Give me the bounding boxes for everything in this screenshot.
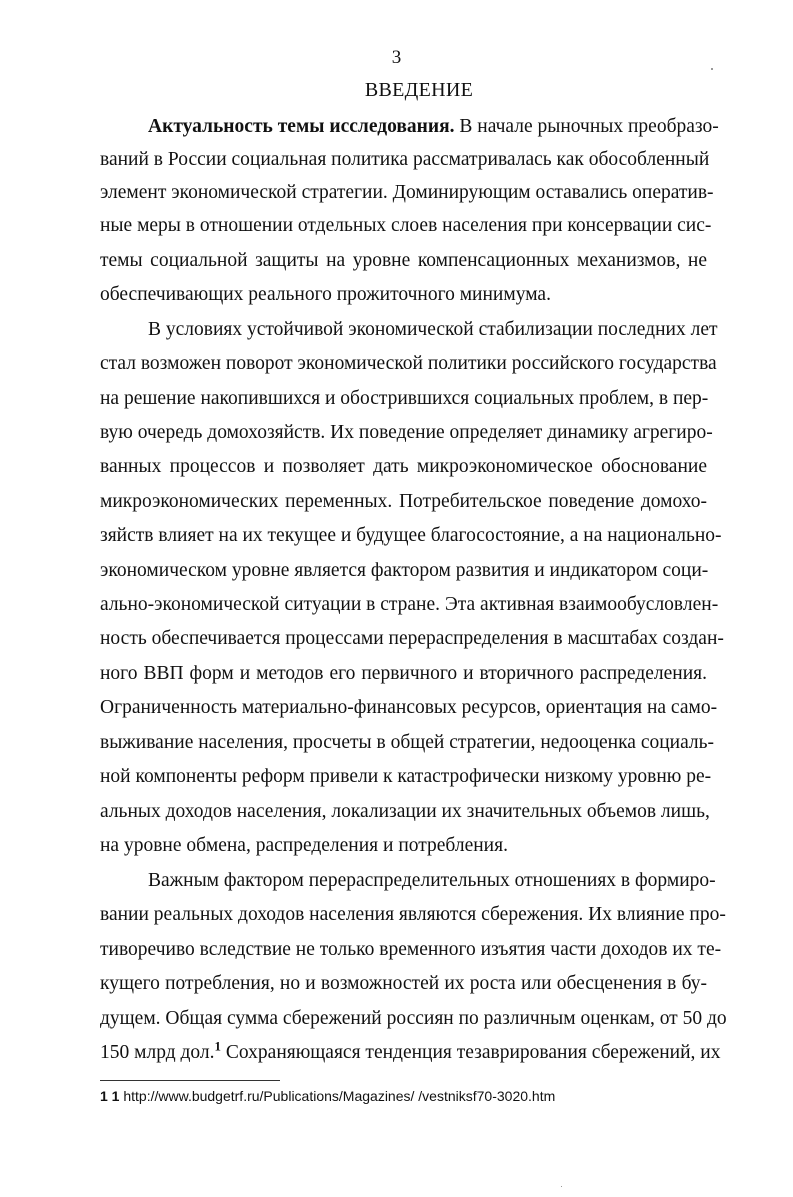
footnote-mark: 1 1 bbox=[100, 1088, 120, 1104]
text-line: обеспечивающих реального прожиточного минимума. bbox=[100, 284, 551, 305]
text-line: ной компоненты реформ привели к катастрофически низкому уровню ре- bbox=[100, 766, 712, 787]
text-line: Важным фактором перераспределительных отношениях в формиро- bbox=[148, 870, 716, 891]
footnote-divider bbox=[100, 1080, 280, 1081]
text-line: вую очередь домохозяйств. Их поведение определяет динамику агрегиро- bbox=[100, 422, 713, 443]
text-line: дущем. Общая сумма сбережений россиян по различным оценкам, от 50 до bbox=[100, 1008, 727, 1029]
text-span: 150 млрд дол. bbox=[100, 1042, 215, 1063]
text-line: ного ВВП форм и методов его первичного и вторичного распределения. bbox=[100, 663, 707, 684]
text-line: ванных процессов и позволяет дать микроэкономическое обоснование bbox=[100, 456, 707, 477]
text-line: микроэкономических переменных. Потребительское поведение домохо- bbox=[100, 491, 707, 512]
text-line: экономическом уровне является фактором развития и индикатором соци- bbox=[100, 560, 709, 581]
text-line: ные меры в отношении отдельных слоев населения при консервации сис- bbox=[100, 215, 712, 236]
text-line: тиворечиво вследствие не только временного изъятия части доходов их те- bbox=[100, 939, 722, 960]
text-line: вании реальных доходов населения являются сбережения. Их влияние про- bbox=[100, 904, 726, 925]
text-line: на уровне обмена, распределения и потребления. bbox=[100, 835, 508, 856]
text-line bbox=[148, 115, 719, 139]
text-line: элемент экономической стратегии. Доминирующим оставались оператив- bbox=[100, 182, 714, 203]
text-span: В начале рыночных преобразо- bbox=[454, 116, 719, 137]
text-span: Сохраняющаяся тенденция тезаврирования сбережений, их bbox=[221, 1042, 721, 1063]
text-line: ность обеспечивается процессами перераспределения в масштабах создан- bbox=[100, 628, 724, 649]
footnote-reference[interactable]: 1 bbox=[214, 1038, 222, 1054]
text-line: В условиях устойчивой экономической стабилизации последних лет bbox=[148, 319, 718, 340]
section-heading: ВВЕДЕНИЕ bbox=[364, 79, 474, 101]
text-line: Ограниченность материально-финансовых ресурсов, ориентация на само- bbox=[100, 697, 718, 718]
text-line: ваний в России социальная политика рассматривалась как обособленный bbox=[100, 149, 710, 170]
footnote bbox=[100, 1087, 555, 1105]
text-line: альных доходов населения, локализации их значительных объемов лишь, bbox=[100, 801, 710, 822]
text-line: стал возможен поворот экономической политики российского государства bbox=[100, 353, 717, 374]
text-line: кущего потребления, но и возможностей их роста или обесценения в бу- bbox=[100, 973, 707, 994]
footnote-url[interactable]: http://www.budgetrf.ru/Publications/Magazines/ /vestniksf70-3020.htm bbox=[119, 1088, 556, 1104]
text-line bbox=[100, 1038, 721, 1065]
scan-speck bbox=[711, 68, 713, 70]
bold-lead: Актуальность темы исследования. bbox=[148, 116, 455, 137]
text-line: выживание населения, просчеты в общей стратегии, недооценка социаль- bbox=[100, 732, 715, 753]
text-line: зяйств влияет на их текущее и будущее благосостояние, а на национально- bbox=[100, 525, 722, 546]
text-line: на решение накопившихся и обострившихся социальных проблем, в пер- bbox=[100, 388, 709, 409]
scan-speck bbox=[561, 1186, 562, 1187]
page-number: 3 bbox=[391, 47, 402, 68]
text-line: ально-экономической ситуации в стране. Эта активная взаимообусловлен- bbox=[100, 594, 719, 615]
text-line: темы социальной защиты на уровне компенсационных механизмов, не bbox=[100, 250, 707, 271]
